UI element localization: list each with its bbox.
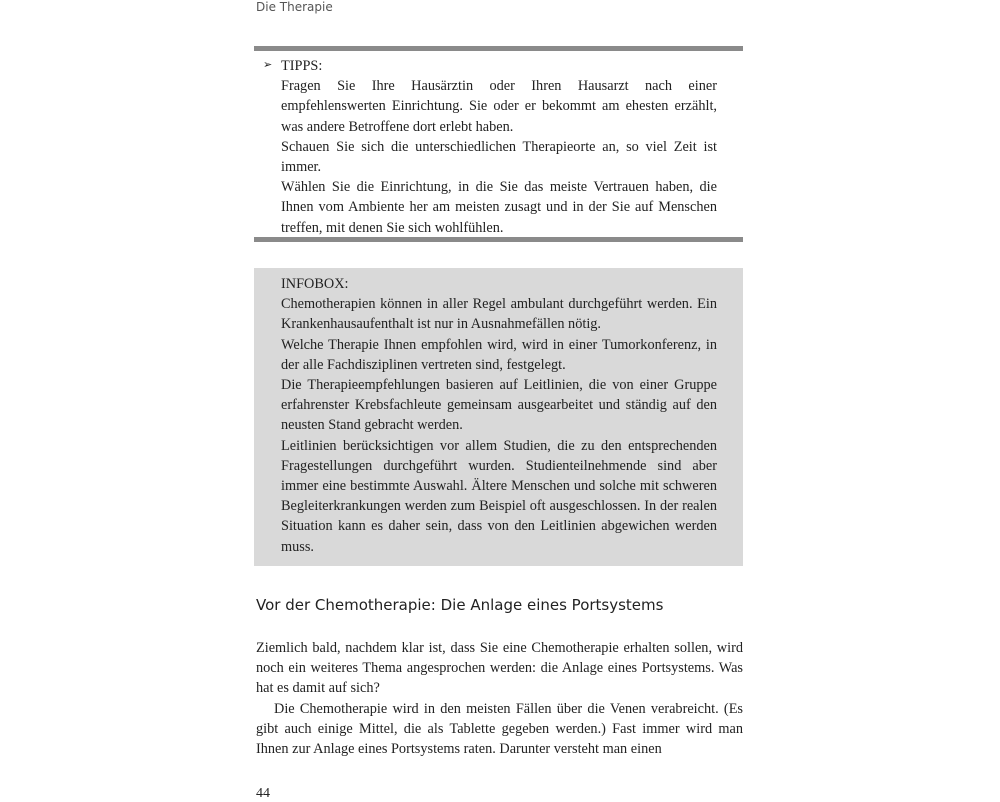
section-heading: Vor der Chemotherapie: Die Anlage eines Portsystems [256, 596, 664, 614]
tips-paragraph: Wählen Sie die Einrichtung, in die Sie das meiste Vertrauen haben, die Ihnen vom Ambiente her am meisten zusagt und in der Sie auf Menschen treffen, mit denen Sie sich wohlfühlen. [281, 179, 717, 236]
tips-paragraph: Schauen Sie sich die unterschiedlichen Therapieorte an, so viel Zeit ist immer. [281, 138, 717, 176]
tips-content [281, 56, 717, 238]
info-paragraph: Die Therapieempfehlungen basieren auf Leitlinien, die von einer Gruppe erfahrenster Krebsfachleute gemeinsam ausgearbeitet und ständig auf den neusten Stand gebracht werden. [281, 377, 717, 434]
info-content [281, 274, 717, 557]
body-paragraph: Die Chemotherapie wird in den meisten Fällen über die Venen verabreicht. (Es gibt auch einige Mittel, die als Tablette gegeben werden.) Fast immer wird man Ihnen zur Anlage eines Portsystems raten. Darunter versteht man einen [256, 700, 743, 758]
body-paragraph: Ziemlich bald, nachdem klar ist, dass Sie eine Chemotherapie erhalten sollen, wird noch ein weiteres Thema angesprochen werden: die Anlage eines Portsystems. Was hat es damit auf sich? [256, 640, 743, 697]
info-title: INFOBOX: [281, 276, 349, 292]
page-number: 44 [256, 786, 270, 801]
tips-title: TIPPS: [281, 58, 323, 74]
arrowhead-bullet-icon: ➢ [263, 58, 273, 71]
info-paragraph: Chemotherapien können in aller Regel ambulant durchgeführt werden. Ein Krankenhausaufenthalt ist nur in Ausnahmefällen nötig. [281, 296, 717, 333]
body-text [256, 638, 743, 759]
running-header: Die Therapie [256, 0, 333, 14]
info-paragraph: Leitlinien berücksichtigen vor allem Studien, die zu den entsprechenden Fragestellungen durchgeführt wurden. Studienteilnehmende sind aber immer eine bestimmte Auswahl. Ältere Menschen und solche mit schweren Begleiterkrankungen werden zum Beispiel oft ausgeschlossen. In der realen Situation kann es daher sein, dass von den Leitlinien abgewichen werden muss. [281, 437, 717, 555]
tips-box [254, 46, 743, 242]
info-paragraph: Welche Therapie Ihnen empfohlen wird, wird in einer Tumorkonferenz, in der alle Fachdisziplinen vertreten sind, festgelegt. [281, 336, 717, 373]
tips-paragraph: Fragen Sie Ihre Hausärztin oder Ihren Hausarzt nach einer empfehlenswerten Einrichtung. Sie oder er bekommt am ehesten erzählt, was andere Betroffene dort erlebt haben. [281, 78, 717, 135]
info-box [254, 268, 743, 566]
